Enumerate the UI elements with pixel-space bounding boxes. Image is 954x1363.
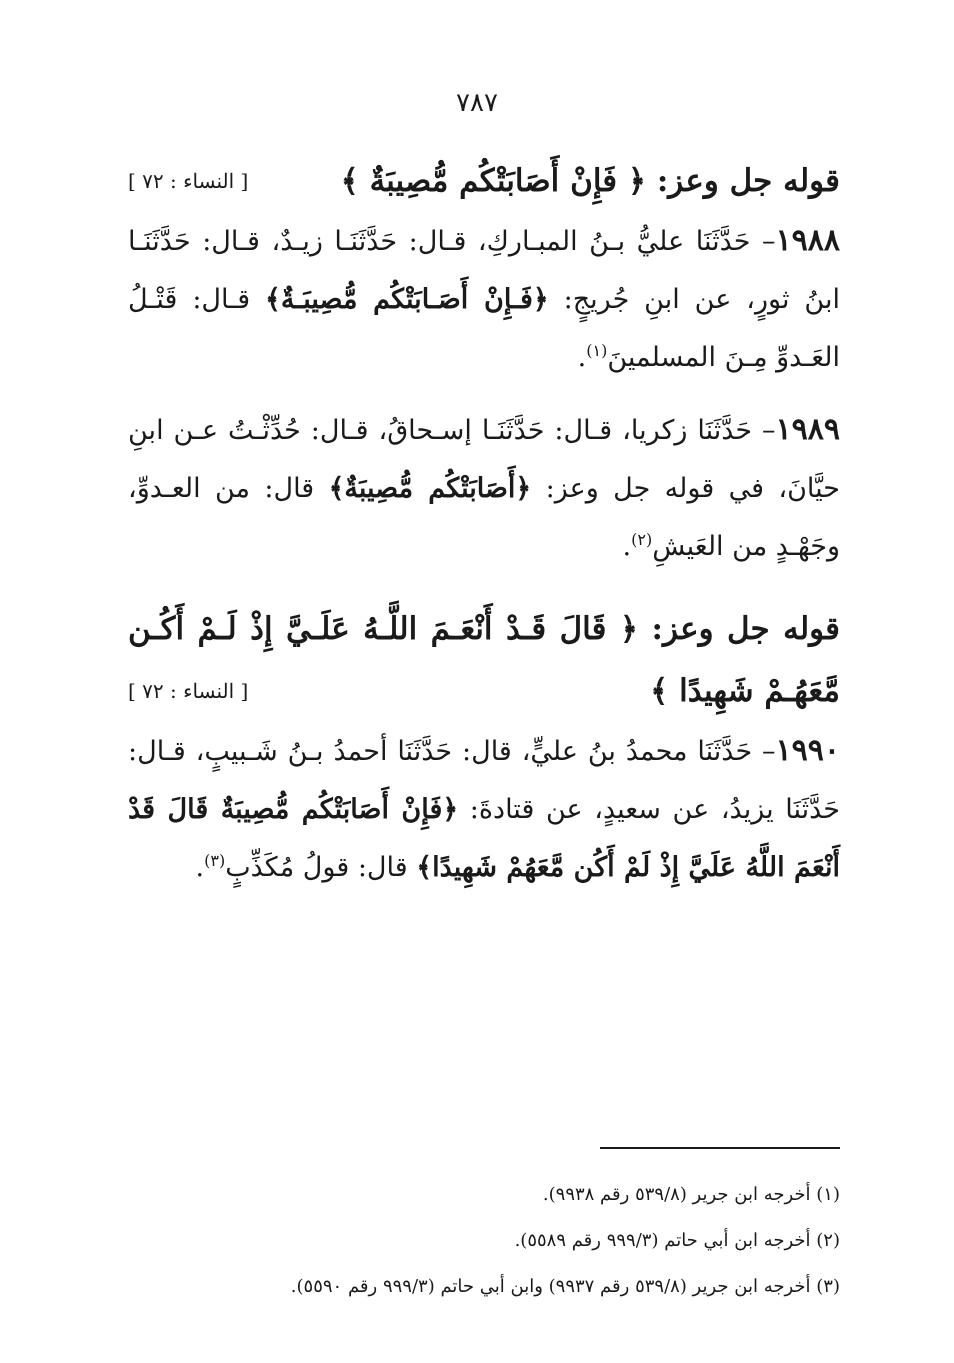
footnote-marker: (١) <box>586 341 608 360</box>
footnote-marker: (٢) <box>631 530 653 549</box>
quran-quote: ﴿فَإِنْ أَصَابَتْكُم مُّصِيبَةٌ قَالَ قَدْ أَنْعَمَ اللَّهُ عَلَيَّ إِذْ لَمْ أَكُن مَّعَهُمْ شَهِيدًا﴾ <box>128 794 840 883</box>
hadith-paragraph <box>128 212 840 387</box>
footnote: (١) أخرجه ابن جرير (٥٣٩/٨ رقم ٩٩٣٨). <box>542 1184 840 1205</box>
hadith-text: – حَدَّثَنَا محمدُ بنُ عليٍّ، قال: حَدَّثَنَا أحمدُ بـنُ شَـبيبٍ، قـال: حَدَّثَنَا يزيدُ، عن سعيدٍ، عن قتادةَ: <box>128 736 840 825</box>
section-heading <box>128 150 840 212</box>
heading-text: قوله جل وعز: ﴿ فَإِنْ أَصَابَتْكُم مُّصِيبَةٌ ﴾ <box>340 163 840 199</box>
page-number: ٧٨٧ <box>456 88 498 118</box>
surah-reference: [ النساء : ٧٢ ] <box>128 679 249 703</box>
heading-text: قوله جل وعز: ﴿ قَالَ قَـدْ أَنْعَـمَ اللَّـهُ عَلَـيَّ إِذْ لَـمْ أَكُـن مَّعَهُـمْ شَهِيدًا ﴾ <box>128 611 840 709</box>
hadith-end: . <box>622 531 632 562</box>
hadith-text: قال: من العـدوِّ، وجَهْـدٍ من العَيشِ <box>128 473 840 562</box>
footnote: (٢) أخرجه ابن أبي حاتم (٩٩٩/٣ رقم ٥٥٨٩). <box>514 1230 840 1251</box>
footnote-marker: (٣) <box>204 851 226 870</box>
quran-quote: ﴿أَصَابَتْكُم مُّصِيبَةٌ﴾ <box>328 473 532 504</box>
hadith-text: قال: قولُ مُكَذِّبٍ <box>225 852 417 883</box>
hadith-paragraph <box>128 401 840 576</box>
footnote: (٣) أخرجه ابن جرير (٥٣٩/٨ رقم ٩٩٣٧) وابن أبي حاتم (٩٩٩/٣ رقم ٥٥٩٠). <box>290 1276 840 1297</box>
footnotes <box>128 1172 840 1310</box>
hadith-text: – حَدَّثَنَا زكريا، قـال: حَدَّثَنَـا إسـحاقُ، قـال: حُدِّثْـتُ عـن ابنِ حيَّانَ، في قوله جل وعز: <box>128 415 840 504</box>
hadith-number: ١٩٨٩ <box>775 412 840 447</box>
hadith-text: – حَدَّثَنَا عليُّ بـنُ المبـاركِ، قـال: حَدَّثَنَـا زيـدٌ، قـال: حَدَّثَنَـا ابنُ ثورٍ، عن ابنِ جُريجٍ: <box>128 226 840 315</box>
main-text <box>128 150 840 897</box>
hadith-number: ١٩٩٠ <box>775 733 840 768</box>
hadith-end: . <box>195 852 205 883</box>
hadith-text: قـال: قَتْـلُ العَـدوِّ مِـنَ المسلمينَ <box>128 284 840 373</box>
hadith-end: . <box>577 342 587 373</box>
quran-quote: ﴿فَـإِنْ أَصَـابَتْكُم مُّصِيبَـةٌ﴾ <box>265 284 549 315</box>
section-heading <box>128 598 840 722</box>
surah-reference: [ النساء : ٧٢ ] <box>128 169 249 193</box>
hadith-paragraph <box>128 722 840 897</box>
hadith-number: ١٩٨٨ <box>775 223 840 258</box>
footnote-separator <box>600 1147 840 1149</box>
